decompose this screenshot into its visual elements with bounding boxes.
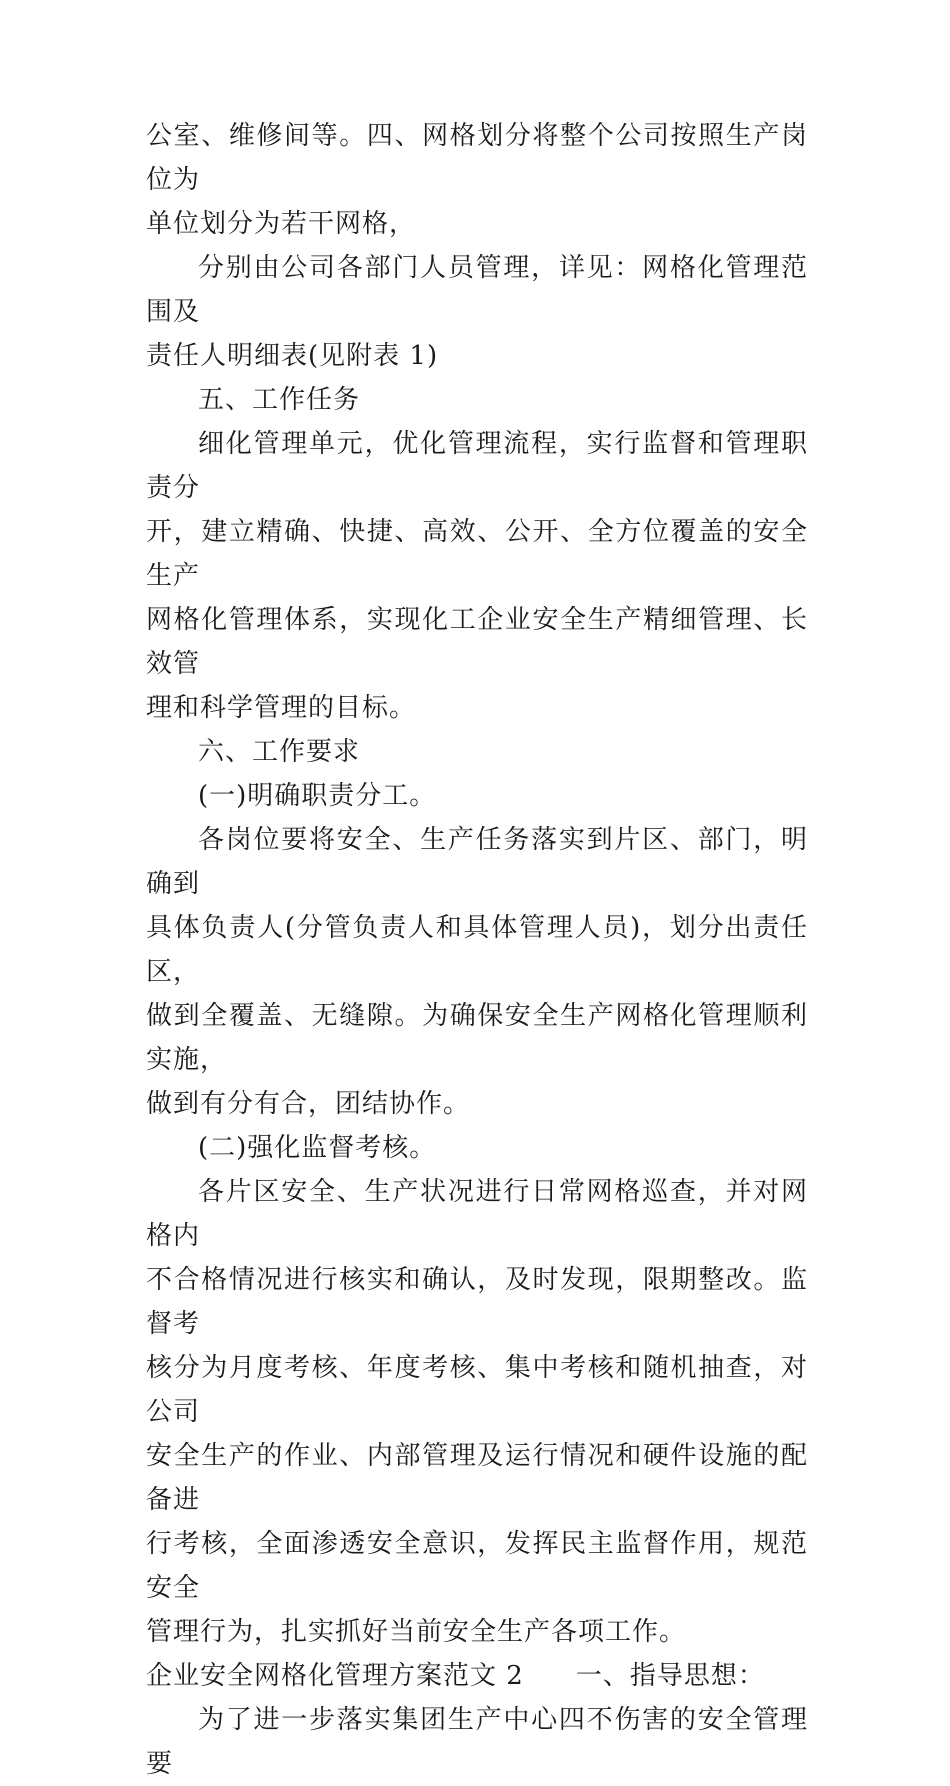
document-page: [146, 0, 808, 1786]
section-heading-guiding-idea: 一、指导思想：: [575, 1661, 765, 1691]
top-margin: [146, 0, 808, 114]
text-line: 公室、维修间等。四、网格划分将整个公司按照生产岗位为: [146, 121, 808, 195]
text-line: 做到有分有合，团结协作。: [146, 1089, 471, 1119]
text-line: 管理行为，扎实抓好当前安全生产各项工作。: [146, 1617, 687, 1647]
text-line: 具体负责人(分管负责人和具体管理人员)，划分出责任区，: [146, 913, 808, 987]
text-line: 细化管理单元，优化管理流程，实行监督和管理职责分: [146, 429, 808, 503]
text-line: 责任人明细表(见附表 1): [146, 341, 439, 371]
text-line: 理和科学管理的目标。: [146, 693, 417, 723]
text-line: 安全生产的作业、内部管理及运行情况和硬件设施的配备进: [146, 1441, 808, 1515]
document-title-line: [146, 1654, 808, 1698]
paragraph: [146, 114, 808, 246]
section-heading: [146, 730, 808, 774]
paragraph: [146, 422, 808, 730]
subsection-heading: [146, 1126, 808, 1170]
document-title: 企业安全网格化管理方案范文 2: [146, 1661, 524, 1691]
text-line: 为了进一步落实集团生产中心四不伤害的安全管理要: [146, 1705, 808, 1779]
paragraph: [146, 818, 808, 1126]
text-line: 分别由公司各部门人员管理，详见：网格化管理范围及: [146, 253, 808, 327]
text-line: 五、工作任务: [198, 385, 361, 415]
text-line: 单位划分为若干网格，: [146, 209, 417, 239]
section-heading: [146, 378, 808, 422]
text-line: 网格化管理体系，实现化工企业安全生产精细管理、长效管: [146, 605, 808, 679]
subsection-heading: [146, 774, 808, 818]
text-line: 开，建立精确、快捷、高效、公开、全方位覆盖的安全生产: [146, 517, 808, 591]
paragraph: [146, 1170, 808, 1654]
text-line: (二)强化监督考核。: [198, 1133, 437, 1163]
text-line: 不合格情况进行核实和确认，及时发现，限期整改。监督考: [146, 1265, 808, 1339]
text-line: 行考核，全面渗透安全意识，发挥民主监督作用，规范安全: [146, 1529, 808, 1603]
text-line: 各岗位要将安全、生产任务落实到片区、部门，明确到: [146, 825, 808, 899]
paragraph: [146, 246, 808, 378]
text-line: 核分为月度考核、年度考核、集中考核和随机抽查，对公司: [146, 1353, 808, 1427]
text-line: (一)明确职责分工。: [198, 781, 437, 811]
text-line: 做到全覆盖、无缝隙。为确保安全生产网格化管理顺利实施，: [146, 1001, 808, 1075]
paragraph: [146, 1698, 808, 1786]
text-line: 六、工作要求: [198, 737, 361, 767]
text-line: 各片区安全、生产状况进行日常网格巡查，并对网格内: [146, 1177, 808, 1251]
